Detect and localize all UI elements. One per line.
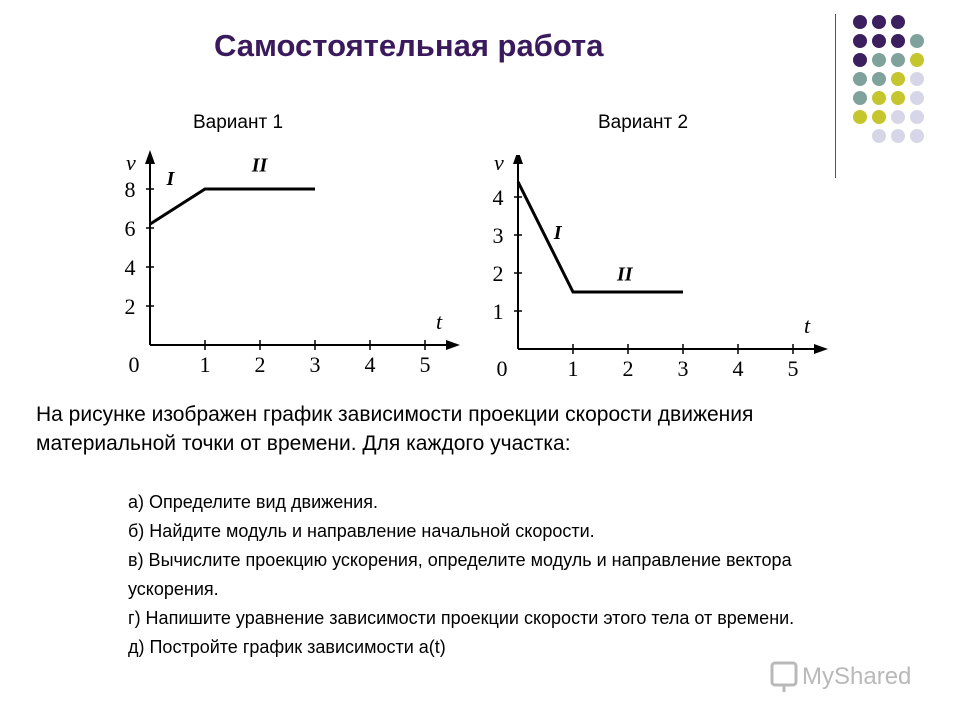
x-tick-label: 5 (787, 356, 799, 381)
y-axis-label: v (126, 150, 136, 175)
decorative-dot (872, 15, 886, 29)
x-tick-label: 3 (677, 356, 689, 381)
task-item-e: д) Постройте график зависимости а(t) (128, 637, 446, 657)
x-tick-label: 4 (732, 356, 744, 381)
decorative-dot (910, 53, 924, 67)
y-tick-label: 3 (492, 223, 504, 248)
decorative-dot (853, 91, 867, 105)
x-tick-label: 3 (309, 352, 321, 377)
watermark-logo (768, 655, 928, 695)
decorative-dot (910, 34, 924, 48)
graph-variant-1 (110, 150, 470, 380)
y-tick-label: 4 (124, 255, 136, 280)
y-tick-label: 2 (124, 294, 136, 319)
decorative-dot (872, 110, 886, 124)
decorative-dot (872, 91, 886, 105)
decorative-divider (835, 14, 836, 178)
decorative-dot (872, 34, 886, 48)
watermark-text: MyShared (802, 663, 912, 690)
y-axis-arrow (513, 155, 523, 164)
x-tick-label: 0 (496, 356, 508, 381)
data-line (518, 182, 683, 292)
segment-label: II (617, 263, 633, 286)
decorative-dot (853, 110, 867, 124)
decorative-dot (872, 129, 886, 143)
y-tick-label: 6 (124, 216, 136, 241)
y-tick-label: 2 (492, 261, 504, 286)
decorative-dot (891, 53, 905, 67)
x-axis-arrow (446, 340, 460, 350)
slide-title: Самостоятельная работа (214, 28, 604, 63)
x-tick-label: 2 (254, 352, 266, 377)
presentation-icon (772, 663, 796, 685)
x-tick-label: 2 (622, 356, 634, 381)
decorative-dot (910, 129, 924, 143)
x-axis-arrow (814, 344, 828, 354)
decorative-dot (853, 15, 867, 29)
x-tick-label: 5 (419, 352, 431, 377)
decorative-dot (910, 110, 924, 124)
x-tick-label: 1 (567, 356, 579, 381)
decorative-dot-grid (848, 12, 958, 162)
decorative-dot (853, 53, 867, 67)
x-axis-label: t (436, 309, 443, 334)
x-tick-label: 0 (128, 352, 140, 377)
decorative-dot (891, 15, 905, 29)
segment-label: I (166, 168, 175, 191)
graph-variant-2 (478, 155, 838, 385)
decorative-dot (872, 72, 886, 86)
y-tick-label: 1 (492, 299, 504, 324)
problem-intro: На рисунке изображен график зависимости проекции скорости движения материальной точки от времени. Для каждого участка: (36, 403, 754, 455)
x-tick-label: 4 (364, 352, 376, 377)
y-axis-label: v (494, 155, 504, 175)
y-tick-label: 8 (124, 177, 136, 202)
decorative-dot (910, 91, 924, 105)
task-item-a: а) Определите вид движения. (128, 492, 378, 512)
task-list (128, 488, 828, 662)
decorative-dot (910, 72, 924, 86)
task-item-d: г) Напишите уравнение зависимости проекции скорости этого тела от времени. (128, 608, 795, 628)
task-item-b: б) Найдите модуль и направление начальной скорости. (128, 521, 595, 541)
data-line (150, 189, 315, 224)
decorative-dot (853, 34, 867, 48)
decorative-dot (872, 53, 886, 67)
decorative-dot (891, 34, 905, 48)
decorative-dot (891, 110, 905, 124)
x-axis-label: t (804, 313, 811, 338)
variant-1-label: Вариант 1 (193, 112, 284, 133)
decorative-dot (891, 129, 905, 143)
y-tick-label: 4 (492, 185, 504, 210)
variant-2-label: Вариант 2 (598, 112, 689, 133)
decorative-dot (891, 72, 905, 86)
segment-label: I (553, 221, 562, 244)
decorative-dot (891, 91, 905, 105)
y-axis-arrow (145, 150, 155, 164)
segment-label: II (251, 154, 268, 177)
task-item-c: в) Вычислите проекцию ускорения, определите модуль и направление вектора ускорения. (128, 550, 792, 599)
x-tick-label: 1 (199, 352, 211, 377)
decorative-dot (853, 72, 867, 86)
